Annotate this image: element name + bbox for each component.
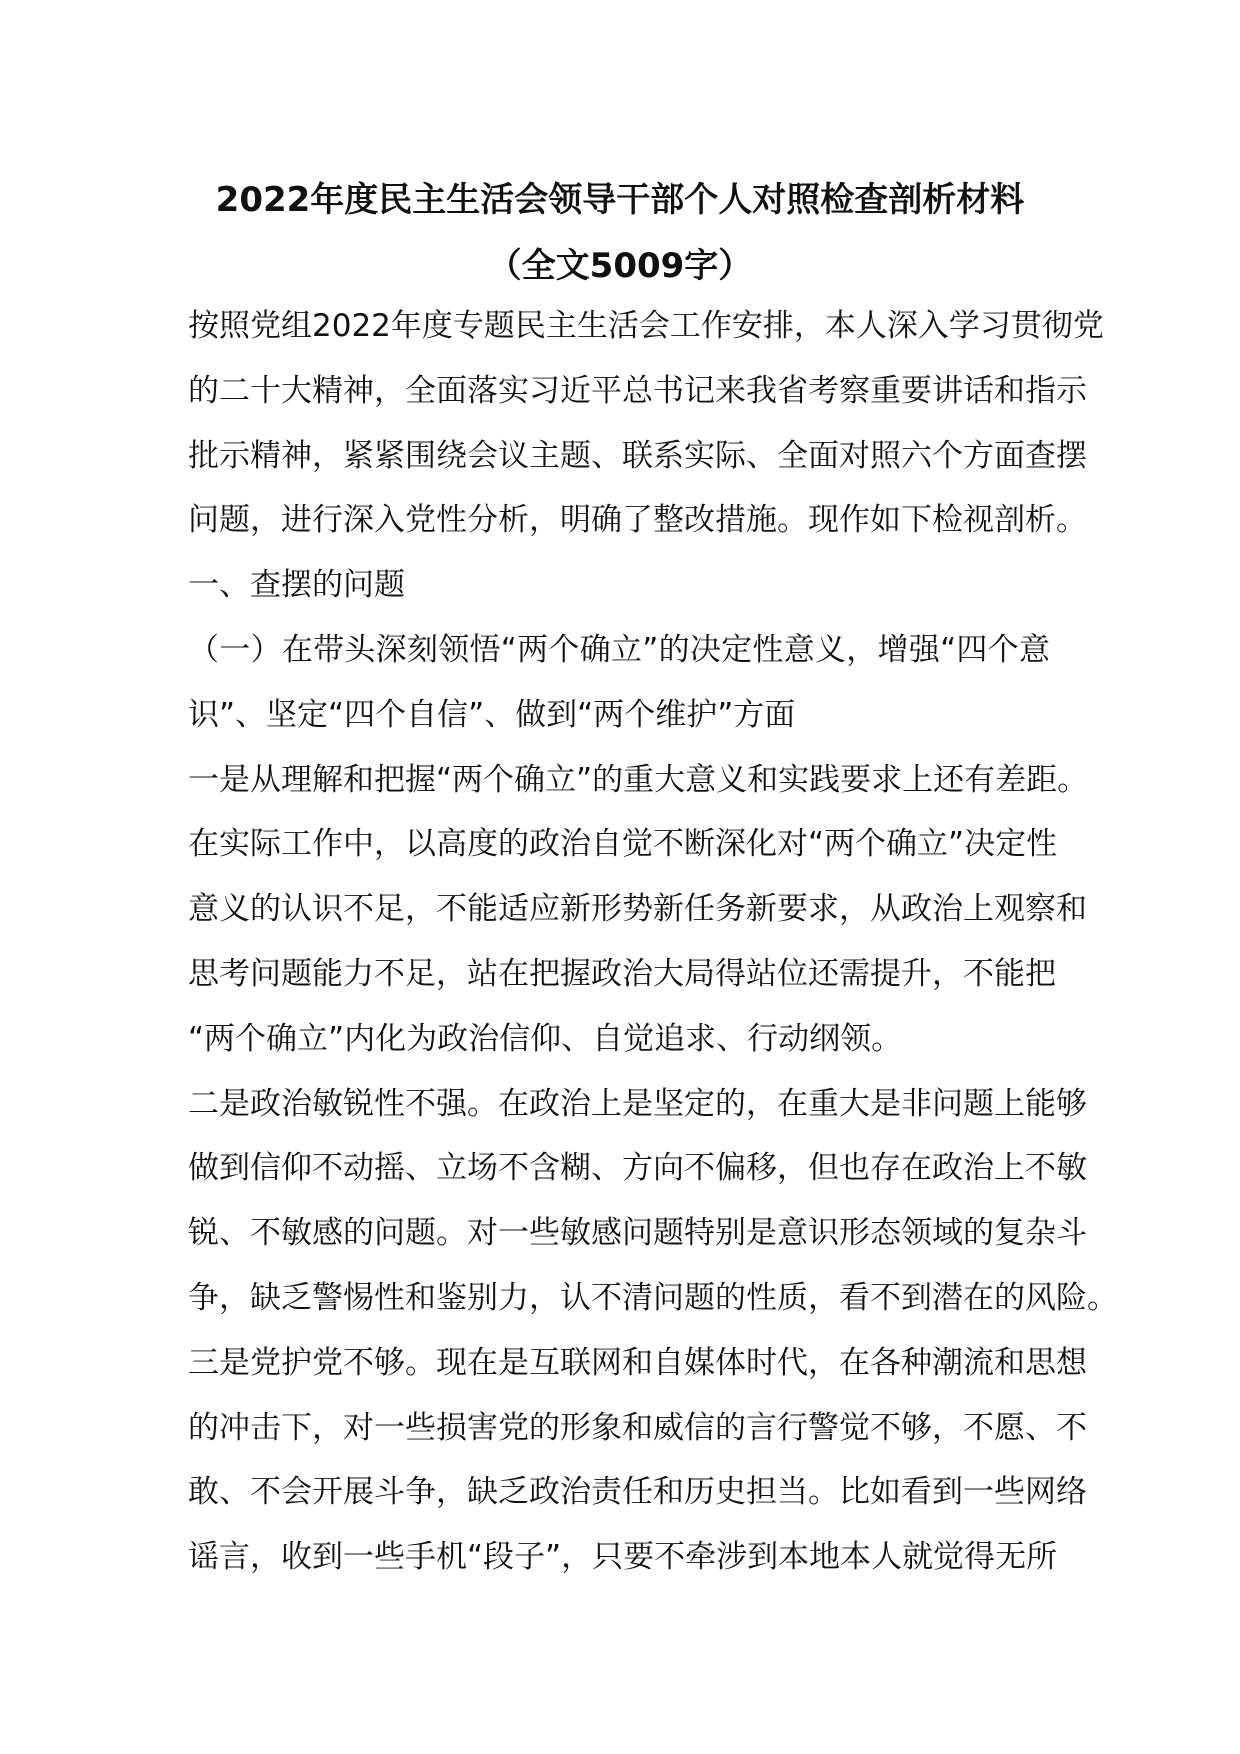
text-line: 二是政治敏锐性不强。在政治上是坚定的，在重大是非问题上能够 <box>188 1085 1087 1122</box>
text-line: 争，缺乏警惕性和鉴别力，认不清问题的性质，看不到潜在的风险。 <box>188 1280 1118 1316</box>
text-line: 的冲击下，对一些损害党的形象和威信的言行警觉不够，不愿、不 <box>188 1409 1087 1446</box>
text-line: 一、查摆的问题 <box>188 567 405 604</box>
text-line: 问题，进行深入党性分析，明确了整改措施。现作如下检视剖析。 <box>188 502 1087 539</box>
text-line: “两个确立”内化为政治信仰、自觉追求、行动纲领。 <box>188 1020 903 1057</box>
text-line: 识”、坚定“四个自信”、做到“两个维护”方面 <box>188 696 796 733</box>
text-line: 做到信仰不动摇、立场不含糊、方向不偏移，但也存在政治上不敏 <box>188 1150 1087 1187</box>
text-line: 思考问题能力不足，站在把握政治大局得站位还需提升，不能把 <box>188 956 1056 992</box>
text-line: （一）在带头深刻领悟“两个确立”的决定性意义，增强“四个意 <box>188 632 1050 668</box>
document-title: 2022年度民主生活会领导干部个人对照检查剖析材料 <box>215 180 1025 220</box>
document-subtitle: （全文5009字） <box>487 246 753 286</box>
text-line: 意义的认识不足，不能适应新形势新任务新要求，从政治上观察和 <box>188 891 1087 928</box>
text-line: 在实际工作中，以高度的政治自觉不断深化对“两个确立”决定性 <box>188 826 1058 863</box>
text-line: 一是从理解和把握“两个确立”的重大意义和实践要求上还有差距。 <box>188 761 1089 798</box>
text-line: 敢、不会开展斗争，缺乏政治责任和历史担当。比如看到一些网络 <box>188 1474 1087 1511</box>
text-line: 的二十大精神，全面落实习近平总书记来我省考察重要讲话和指示 <box>188 372 1087 409</box>
text-line: 锐、不敏感的问题。对一些敏感问题特别是意识形态领域的复杂斗 <box>188 1215 1087 1252</box>
text-line: 谣言，收到一些手机“段子”，只要不牵涉到本地本人就觉得无所 <box>188 1539 1058 1576</box>
text-line: 批示精神，紧紧围绕会议主题、联系实际、全面对照六个方面查摆 <box>188 437 1087 474</box>
text-line: 三是党护党不够。现在是互联网和自媒体时代，在各种潮流和思想 <box>188 1344 1087 1381</box>
text-line: 按照党组2022年度专题民主生活会工作安排，本人深入学习贯彻党 <box>188 308 1104 344</box>
